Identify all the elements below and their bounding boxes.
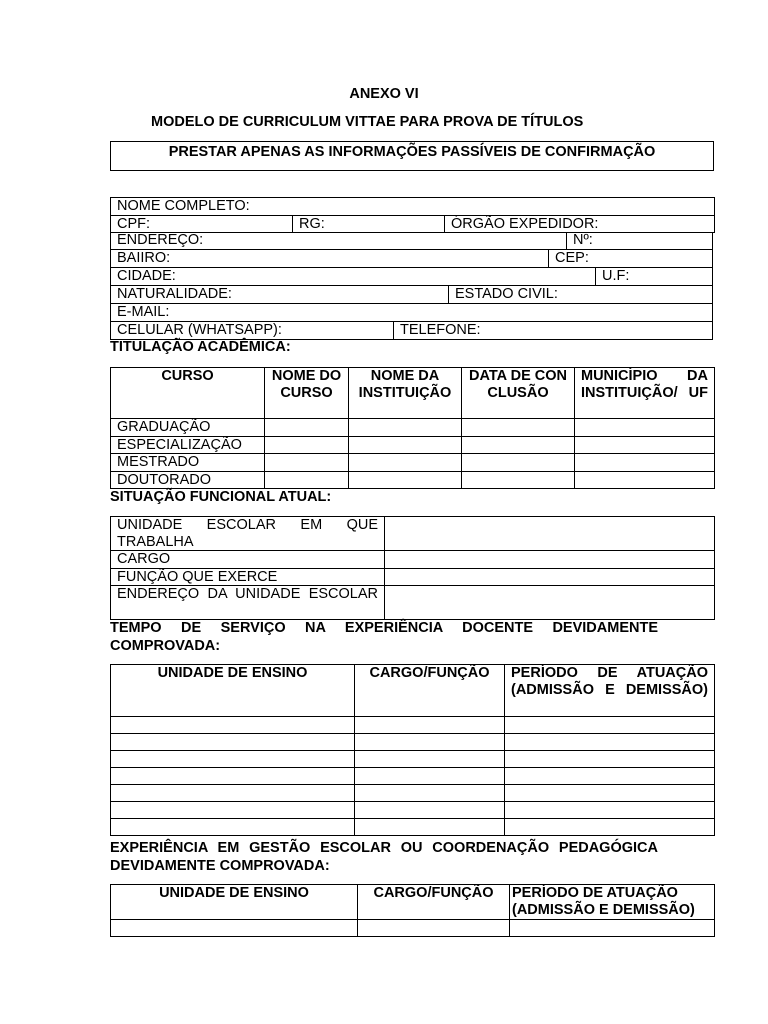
cell[interactable] <box>111 768 355 785</box>
degree-label: GRADUAÇÃO <box>111 419 265 437</box>
cell[interactable] <box>462 454 575 472</box>
birthplace-row <box>110 286 713 304</box>
academic-table <box>110 367 715 489</box>
cell[interactable] <box>265 419 349 437</box>
position-value[interactable] <box>385 551 715 569</box>
workplace-label: UNIDADE ESCOLAR EM QUE TRABALHA <box>111 517 385 551</box>
table-row <box>111 819 715 836</box>
cell[interactable] <box>575 436 715 454</box>
degree-label: DOUTORADO <box>111 471 265 489</box>
table-row <box>111 454 715 472</box>
cell[interactable] <box>265 471 349 489</box>
cell[interactable] <box>111 717 355 734</box>
cep-field[interactable]: CEP: <box>555 250 589 266</box>
issuing-agency-field[interactable]: ÓRGÃO EXPEDIDOR: <box>445 215 715 233</box>
telephone-field[interactable]: TELEFONE: <box>400 322 481 338</box>
col-management-role: CARGO/FUNÇÃO <box>358 885 510 920</box>
personal-data-table <box>110 197 715 233</box>
cell[interactable] <box>111 802 355 819</box>
cell[interactable] <box>462 419 575 437</box>
email-row <box>110 304 713 322</box>
cell[interactable] <box>355 768 505 785</box>
table-row <box>111 802 715 819</box>
table-row <box>111 517 715 551</box>
table-row <box>111 419 715 437</box>
col-institution: NOME DA INSTITUIÇÃO <box>349 368 462 419</box>
cell[interactable] <box>349 471 462 489</box>
cpf-field[interactable]: CPF: <box>111 215 293 233</box>
cell[interactable] <box>349 454 462 472</box>
table-row <box>111 436 715 454</box>
col-teaching-unit: UNIDADE DE ENSINO <box>111 665 355 717</box>
degree-label: ESPECIALIZAÇÃO <box>111 436 265 454</box>
management-table <box>110 884 715 937</box>
neighborhood-field[interactable]: BAIIRO: <box>117 250 171 266</box>
table-row <box>111 768 715 785</box>
table-row <box>111 785 715 802</box>
degree-label: MESTRADO <box>111 454 265 472</box>
cell[interactable] <box>111 785 355 802</box>
table-row <box>111 920 715 937</box>
annex-title: ANEXO VI <box>349 86 419 102</box>
cell[interactable] <box>505 785 715 802</box>
school-address-label: ENDEREÇO DA UNIDADE ESCOLAR <box>111 586 385 620</box>
cell[interactable] <box>349 436 462 454</box>
table-row <box>111 586 715 620</box>
cell[interactable] <box>575 471 715 489</box>
cell[interactable] <box>575 454 715 472</box>
col-teaching-role: CARGO/FUNÇÃO <box>355 665 505 717</box>
management-heading: EXPERIÊNCIA EM GESTÃO ESCOLAR OU COORDENAÇÃO PEDAGÓGICA DEVIDAMENTE COMPROVADA: <box>110 840 658 874</box>
col-municipality: MUNICÍPIO DA INSTITUIÇÃO/ UF <box>575 368 715 419</box>
city-field[interactable]: CIDADE: <box>117 268 176 284</box>
col-teaching-period: PERÍODO DE ATUAÇÃO (ADMISSÃO E DEMISSÃO) <box>505 665 715 717</box>
cell[interactable] <box>505 802 715 819</box>
cell[interactable] <box>358 920 510 937</box>
cell[interactable] <box>265 454 349 472</box>
cell[interactable] <box>575 419 715 437</box>
name-field[interactable]: NOME COMPLETO: <box>111 198 715 216</box>
function-label: FUNÇÃO QUE EXERCE <box>111 568 385 586</box>
cell[interactable] <box>355 819 505 836</box>
cell[interactable] <box>505 734 715 751</box>
table-row <box>111 717 715 734</box>
cell[interactable] <box>505 819 715 836</box>
notice-text: PRESTAR APENAS AS INFORMAÇÕES PASSÍVEIS DE CONFIRMAÇÃO <box>168 144 656 160</box>
form-subtitle: MODELO DE CURRICULUM VITTAE PARA PROVA DE TÍTULOS <box>151 114 584 130</box>
state-field[interactable]: U.F: <box>602 268 630 284</box>
school-address-value[interactable] <box>385 586 715 620</box>
cell[interactable] <box>462 471 575 489</box>
cell[interactable] <box>111 920 358 937</box>
col-completion-date: DATA DE CONCLUSÃO <box>462 368 575 419</box>
col-course: CURSO <box>111 368 265 419</box>
cell[interactable] <box>355 717 505 734</box>
cell[interactable] <box>355 802 505 819</box>
cell[interactable] <box>349 419 462 437</box>
notice-box <box>110 141 714 171</box>
cell[interactable] <box>111 734 355 751</box>
cell[interactable] <box>355 734 505 751</box>
cell[interactable] <box>462 436 575 454</box>
functional-table <box>110 516 715 620</box>
workplace-value[interactable] <box>385 517 715 551</box>
cell[interactable] <box>505 717 715 734</box>
col-management-unit: UNIDADE DE ENSINO <box>111 885 358 920</box>
cell[interactable] <box>355 751 505 768</box>
address-field[interactable]: ENDEREÇO: <box>117 232 204 248</box>
cell[interactable] <box>111 819 355 836</box>
neighborhood-row <box>110 250 713 268</box>
personal-data-rows <box>110 232 713 340</box>
functional-heading: SITUAÇÃO FUNCIONAL ATUAL: <box>110 489 332 505</box>
academic-heading: TITULAÇÃO ACADÊMICA: <box>110 339 291 355</box>
table-row <box>111 551 715 569</box>
table-row <box>111 471 715 489</box>
table-row <box>111 751 715 768</box>
col-management-period: PERÍODO DE ATUAÇÃO (ADMISSÃO E DEMISSÃO) <box>510 885 715 920</box>
cell[interactable] <box>505 768 715 785</box>
rg-field[interactable]: RG: <box>293 215 445 233</box>
table-row <box>111 734 715 751</box>
cell[interactable] <box>111 751 355 768</box>
teaching-table <box>110 664 715 836</box>
function-value[interactable] <box>385 568 715 586</box>
phone-row <box>110 322 713 340</box>
birthplace-field[interactable]: NATURALIDADE: <box>117 286 232 302</box>
number-field[interactable]: Nº: <box>573 232 593 248</box>
marital-status-field[interactable]: ESTADO CIVIL: <box>455 286 558 302</box>
cell[interactable] <box>510 920 715 937</box>
email-field[interactable]: E-MAIL: <box>117 304 170 320</box>
teaching-heading: TEMPO DE SERVIÇO NA EXPERIÊNCIA DOCENTE DEVIDAMENTE COMPROVADA: <box>110 620 658 654</box>
mobile-field[interactable]: CELULAR (WHATSAPP): <box>117 322 282 338</box>
table-row <box>111 568 715 586</box>
cell[interactable] <box>355 785 505 802</box>
cell[interactable] <box>505 751 715 768</box>
city-row <box>110 268 713 286</box>
col-course-name: NOME DO CURSO <box>265 368 349 419</box>
position-label: CARGO <box>111 551 385 569</box>
address-row <box>110 232 713 250</box>
cell[interactable] <box>265 436 349 454</box>
